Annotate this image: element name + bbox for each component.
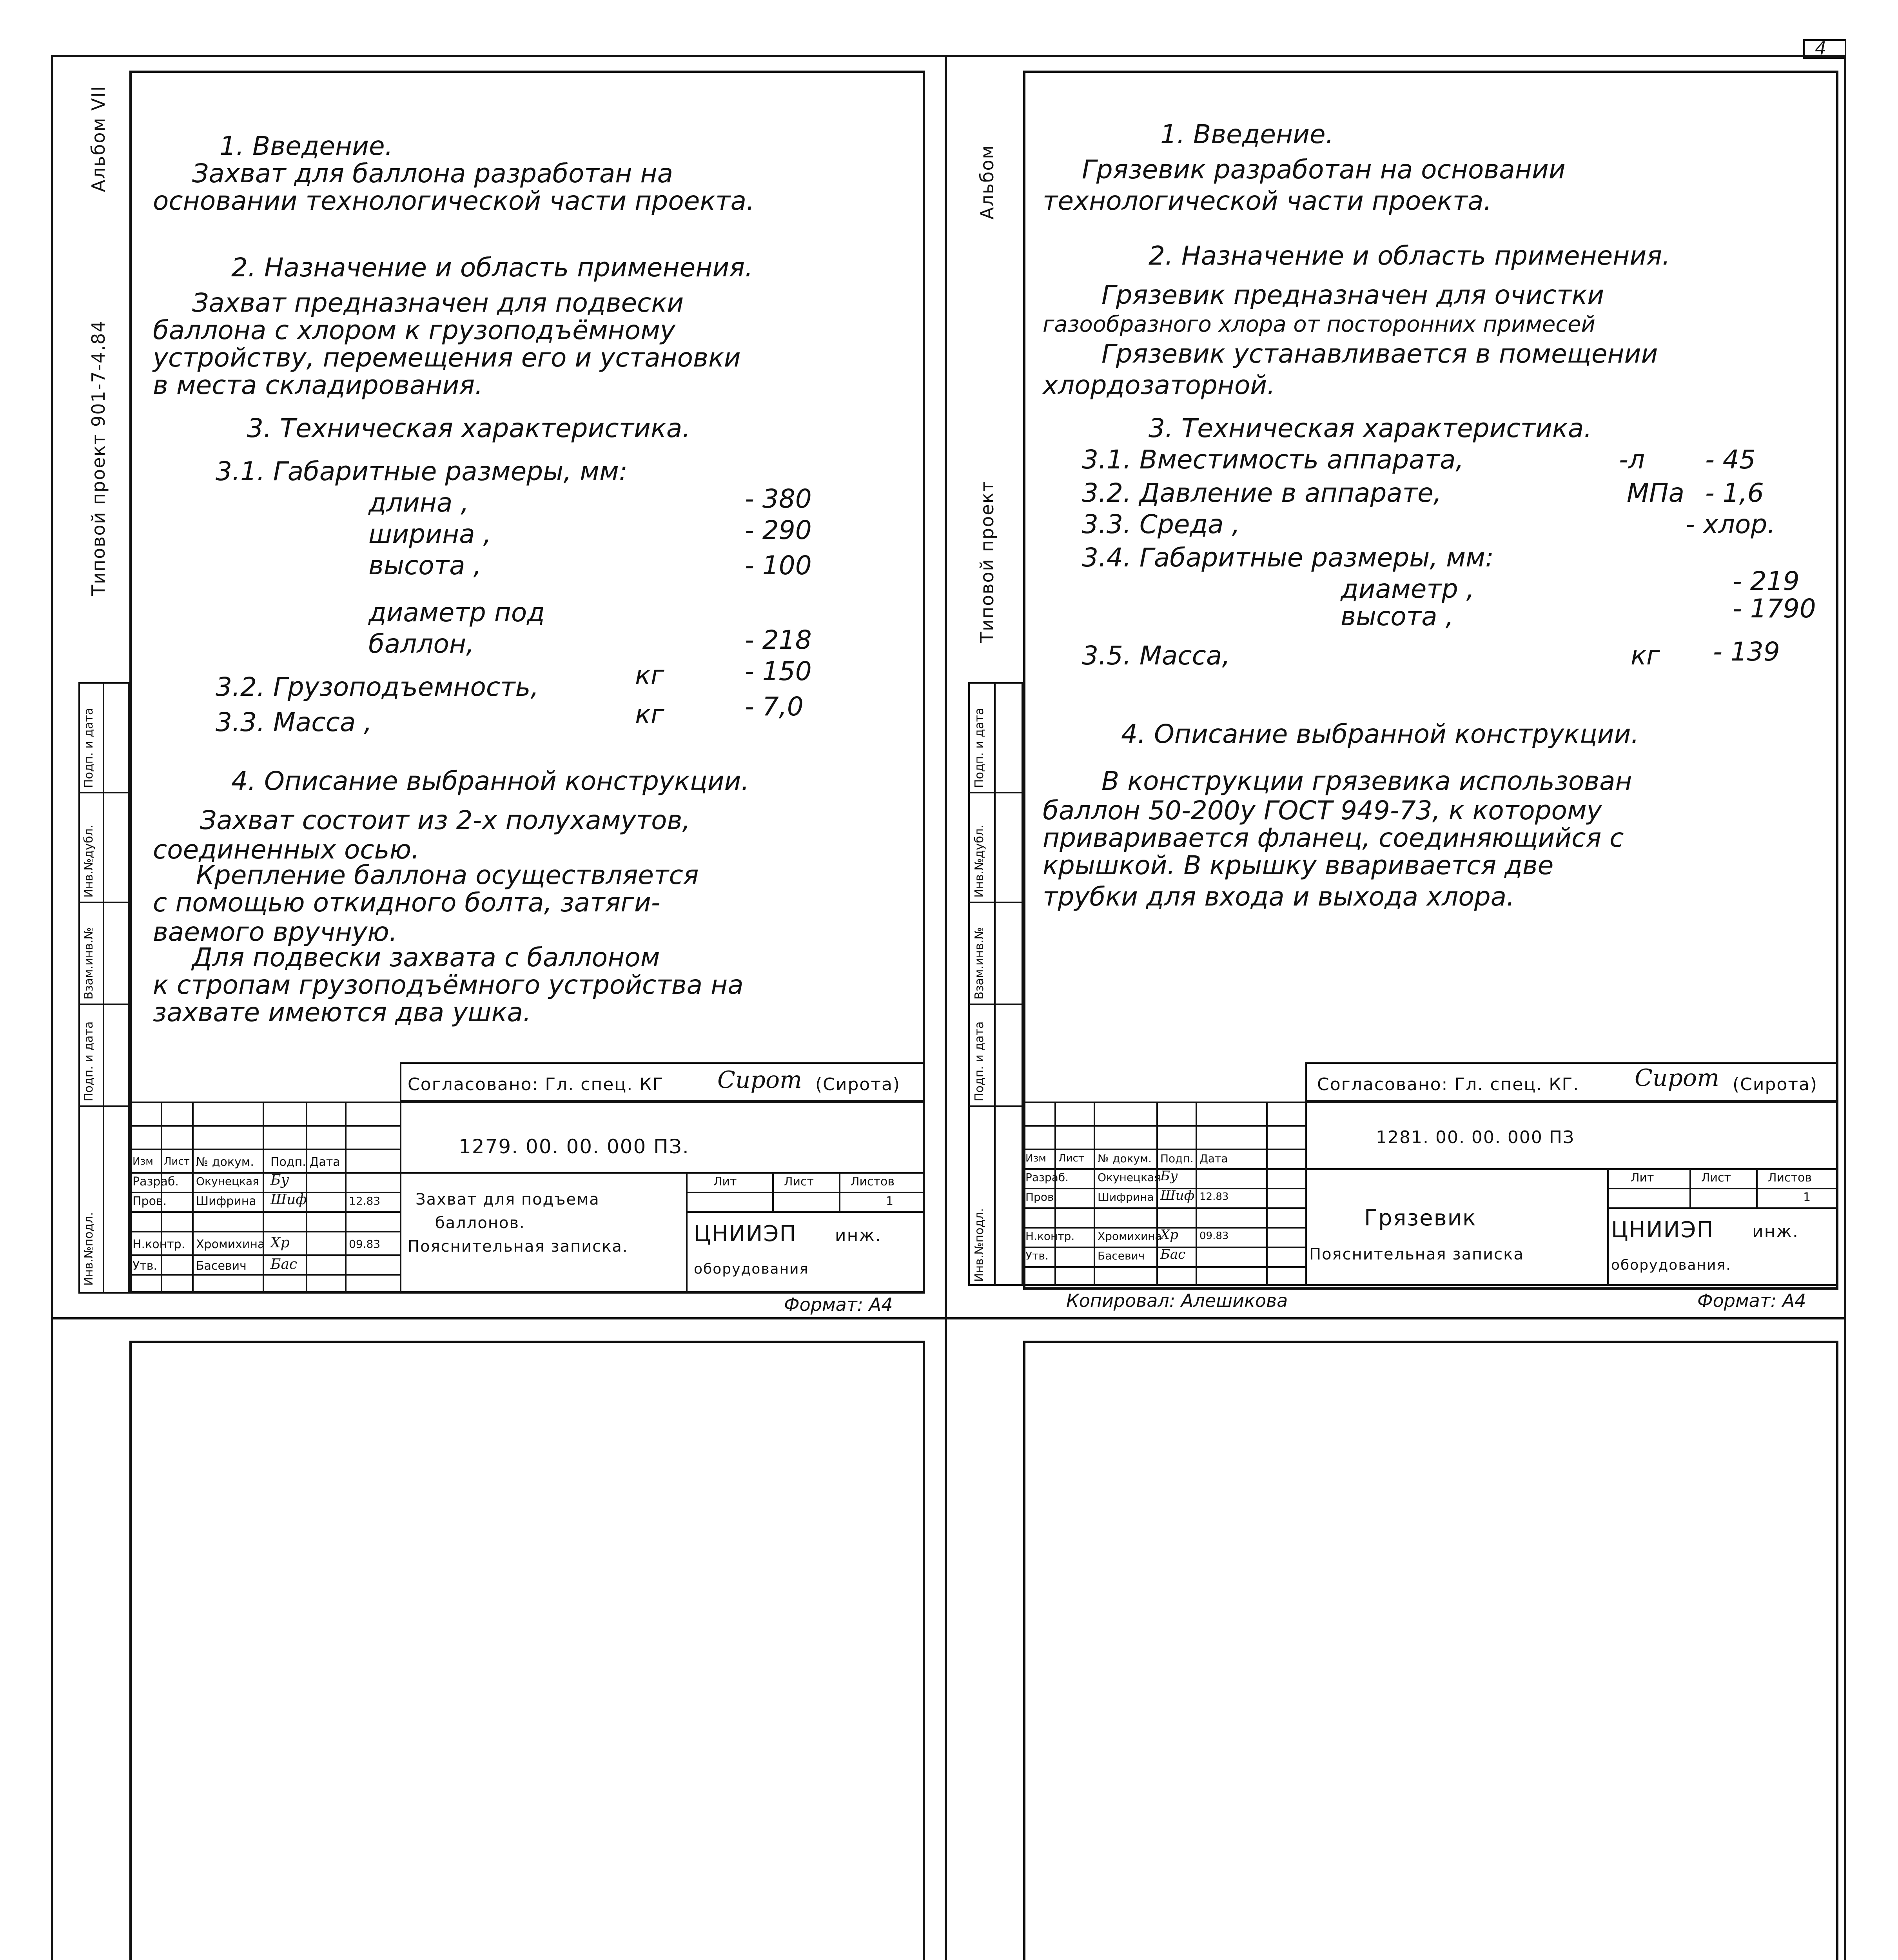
right-tb-vr3 <box>1756 1168 1758 1207</box>
right-head-list: Лист <box>1058 1152 1084 1164</box>
left-spec-mass-val: - 7,0 <box>745 691 804 722</box>
right-project-label: Типовой проект <box>976 480 998 643</box>
right-tb-h8 <box>1023 1266 1305 1268</box>
right-tb-v4 <box>1196 1102 1197 1286</box>
left-sec4-line3: Крепление баллона осуществляется <box>196 860 699 890</box>
right-spec-vol-val: - 45 <box>1705 445 1756 475</box>
right-spec-dims-label: 3.4. Габаритные размеры, мм: <box>1082 543 1494 573</box>
sheet-middle-divider <box>51 1317 1846 1319</box>
right-tb-vr2 <box>1689 1168 1691 1207</box>
left-tb-v2 <box>192 1102 194 1294</box>
right-sec2-line4: хлордозаторной. <box>1043 370 1276 400</box>
left-spec-load-val: - 150 <box>745 656 812 686</box>
left-title2: баллонов. <box>435 1214 525 1232</box>
right-spec-mass-unit: кг <box>1631 641 1660 671</box>
left-spec-width-val: - 290 <box>745 515 812 545</box>
left-tb-vr2 <box>772 1172 774 1211</box>
right-head-dok: № докум. <box>1098 1152 1152 1165</box>
right-sec4-line1: В конструкции грязевика использован <box>1101 766 1632 796</box>
right-razrab-sig: Бу <box>1160 1168 1178 1184</box>
left-sec4-line1: Захват состоит из 2-х полухамутов, <box>200 805 691 835</box>
right-nkontr: Н.контр. <box>1025 1230 1075 1243</box>
left-tb-h8 <box>129 1274 400 1276</box>
right-tb-v5 <box>1266 1102 1268 1286</box>
right-head-podp: Подп. <box>1160 1152 1194 1165</box>
right-agreed-text: Согласовано: Гл. спец. КГ. <box>1317 1074 1580 1094</box>
right-stamp-label-3: Взам.инв.№ <box>973 927 986 1000</box>
right-spec-mass-val: - 139 <box>1713 637 1780 667</box>
left-tb-v5 <box>345 1102 347 1294</box>
left-spec-mass-label: 3.3. Масса , <box>216 707 372 737</box>
right-tb-h5 <box>1023 1207 1305 1209</box>
left-tb-h1 <box>129 1125 400 1127</box>
right-stamp-label-2: Подп. и дата <box>973 1021 986 1102</box>
left-project-label: Типовой проект 901-7-4.84 <box>88 320 109 596</box>
left-prov-sig: Шиф <box>270 1192 307 1208</box>
left-spec-width-label: ширина , <box>368 519 492 549</box>
right-list-val: 1 <box>1803 1191 1811 1204</box>
right-sec3-title: 3. Техническая характеристика. <box>1149 413 1592 443</box>
left-stamp-h2 <box>78 902 129 903</box>
left-utv-sig: Бас <box>270 1256 298 1272</box>
left-stamp-label-4: Инв.№дубл. <box>82 824 96 898</box>
left-stamp-vline <box>103 682 104 1294</box>
right-spec-vol-unit: -л <box>1619 445 1645 475</box>
left-razrab-name: Окунецкая <box>196 1175 259 1188</box>
left-head-izm: Изм <box>132 1156 153 1167</box>
right-album-label: Альбом <box>976 144 998 220</box>
left-nkontr-sig: Хр <box>270 1235 290 1251</box>
right-sec4-line2: баллон 50-200у ГОСТ 949-73, к которому <box>1043 795 1602 826</box>
right-sec1-line2: технологической части проекта. <box>1043 186 1492 216</box>
sheet-top-border <box>51 55 1846 57</box>
right-prov-name: Шифрина <box>1098 1191 1154 1203</box>
right-sec4-title: 4. Описание выбранной конструкции. <box>1121 719 1639 749</box>
right-head-data: Дата <box>1199 1152 1228 1165</box>
right-prov: Пров. <box>1025 1191 1058 1203</box>
left-spec-length-val: - 380 <box>745 484 812 514</box>
right-tb-h3 <box>1023 1168 1838 1170</box>
left-sec4-line8: захвате имеются два ушка. <box>153 997 531 1027</box>
right-title2: Пояснительная записка <box>1309 1245 1524 1263</box>
right-spec-press-val: - 1,6 <box>1705 478 1764 508</box>
left-razrab: Разраб. <box>132 1175 179 1189</box>
left-sec4-title: 4. Описание выбранной конструкции. <box>231 766 749 796</box>
right-razrab: Разраб. <box>1025 1171 1069 1184</box>
left-stamp-label-5: Подп. и дата <box>82 708 96 788</box>
right-stamp-h3 <box>968 1004 1023 1005</box>
left-sec2-line4: в места складирования. <box>153 370 483 400</box>
left-spec-length-label: длина , <box>368 488 469 518</box>
left-title3: Пояснительная записка. <box>408 1238 628 1256</box>
right-prov-sig: Шиф <box>1160 1188 1195 1203</box>
left-tb-hr1 <box>686 1192 925 1193</box>
right-spec-diam-val: - 219 <box>1733 566 1800 596</box>
left-head-list: Лист <box>164 1156 190 1167</box>
left-tb-h6 <box>129 1231 400 1232</box>
left-tb-vr3 <box>839 1172 840 1211</box>
right-stamp-h4 <box>968 1105 1023 1107</box>
left-spec-height-val: - 100 <box>745 550 812 581</box>
right-copied: Копировал: Алешикова <box>1066 1290 1288 1311</box>
left-head-data: Дата <box>310 1155 340 1169</box>
left-stamp-h4 <box>78 1105 129 1107</box>
left-nkontr-date: 09.83 <box>349 1238 381 1250</box>
left-sec4-line7: к стропам грузоподъёмного устройства на <box>153 970 744 1000</box>
left-agreed-name: (Сирота) <box>815 1074 901 1094</box>
left-sec1-title: 1. Введение. <box>220 131 393 161</box>
right-lit: Лит <box>1631 1171 1654 1185</box>
left-spec-diam-label2: баллон, <box>368 629 475 659</box>
right-lower-frame <box>1023 1341 1838 1960</box>
sheet-right-border <box>1844 55 1846 1960</box>
right-spec-height-val: - 1790 <box>1733 593 1816 624</box>
left-sec4-line2: соединенных осью. <box>153 835 420 865</box>
left-tb-h2 <box>129 1149 400 1150</box>
left-sec4-line4: с помощью откидного болта, затяги- <box>153 887 660 918</box>
right-sec2-line1: Грязевик предназначен для очистки <box>1101 280 1604 310</box>
left-spec-dims-label: 3.1. Габаритные размеры, мм: <box>216 456 628 486</box>
left-spec-load-unit: кг <box>635 660 664 690</box>
right-sec4-line4: крышкой. В крышку вваривается две <box>1043 850 1554 880</box>
right-listov: Листов <box>1768 1171 1812 1185</box>
right-tb-hr2 <box>1607 1207 1838 1209</box>
right-doc-code: 1281. 00. 00. 000 ПЗ <box>1376 1127 1575 1147</box>
right-spec-press-unit: МПа <box>1627 478 1685 508</box>
left-tb-hr2 <box>686 1211 925 1213</box>
right-nkontr-date: 09.83 <box>1199 1230 1229 1242</box>
left-agreed-signature: Сирот <box>717 1066 802 1094</box>
left-stamp-h1 <box>78 792 129 793</box>
left-stamp-h3 <box>78 1004 129 1005</box>
right-spec-mass-label: 3.5. Масса, <box>1082 641 1230 671</box>
left-head-dok: № докум. <box>196 1155 254 1169</box>
right-sec2-title: 2. Назначение и область применения. <box>1149 241 1670 271</box>
left-sec1-line1: Захват для баллона разработан на <box>192 158 673 189</box>
left-agreed-text: Согласовано: Гл. спец. КГ <box>408 1074 664 1094</box>
left-tb-h3 <box>129 1172 925 1174</box>
right-list: Лист <box>1701 1171 1731 1185</box>
right-nkontr-sig: Хр <box>1160 1227 1178 1243</box>
right-tb-vr <box>1607 1168 1609 1286</box>
right-agreed-name: (Сирота) <box>1733 1074 1818 1094</box>
left-utv-name: Басевич <box>196 1259 247 1273</box>
right-sec4-line3: приваривается фланец, соединяющийся с <box>1043 823 1624 853</box>
left-tb-h7 <box>129 1254 400 1256</box>
left-stamp-label-1: Инв.№подл. <box>82 1212 96 1286</box>
left-sec3-title: 3. Техническая характеристика. <box>247 413 691 443</box>
right-stamp-h2 <box>968 902 1023 903</box>
right-tb-h2 <box>1023 1149 1305 1150</box>
left-spec-mass-unit: кг <box>635 699 664 730</box>
left-list-val: 1 <box>886 1194 894 1208</box>
right-utv: Утв. <box>1025 1249 1049 1262</box>
left-tb-h5 <box>129 1211 400 1213</box>
left-doc-code: 1279. 00. 00. 000 ПЗ. <box>459 1135 690 1158</box>
right-title1: Грязевик <box>1364 1205 1477 1231</box>
sheet-center-divider <box>945 55 947 1960</box>
right-stamp-vline <box>994 682 996 1286</box>
left-org2: инж. <box>835 1225 882 1245</box>
left-org3: оборудования <box>694 1261 809 1277</box>
right-sec4-line5: трубки для входа и выхода хлора. <box>1043 882 1515 912</box>
right-org2: инж. <box>1752 1221 1799 1241</box>
left-sec2-line3: устройству, перемещения его и установки <box>153 343 741 373</box>
left-spec-load-label: 3.2. Грузоподъемность, <box>216 672 539 702</box>
right-tb-v2 <box>1094 1102 1095 1286</box>
right-format: Формат: А4 <box>1697 1290 1806 1311</box>
left-spec-diam-label1: диаметр под <box>368 597 545 628</box>
right-org1: ЦНИИЭП <box>1611 1217 1714 1243</box>
left-album-label: Альбом VII <box>88 85 109 192</box>
left-sec2-line1: Захват предназначен для подвески <box>192 288 684 318</box>
right-tb-v6 <box>1305 1102 1307 1286</box>
left-stamp-label-2: Подп. и дата <box>82 1021 96 1102</box>
right-stamp-label-4: Инв.№дубл. <box>973 824 986 898</box>
left-razrab-sig: Бу <box>270 1172 289 1188</box>
right-sec1-line1: Грязевик разработан на основании <box>1082 154 1566 185</box>
left-stamp-label-3: Взам.инв.№ <box>82 927 96 1000</box>
right-agreed-signature: Сирот <box>1635 1064 1719 1092</box>
right-spec-medium-label: 3.3. Среда , <box>1082 509 1240 539</box>
sheet-left-border <box>51 55 53 1960</box>
right-tb-v3 <box>1156 1102 1158 1286</box>
right-tb-hr1 <box>1607 1188 1838 1189</box>
left-razrab-date: 12.83 <box>349 1194 381 1207</box>
right-razrab-name: Окунецкая <box>1098 1171 1161 1184</box>
right-spec-vol-label: 3.1. Вместимость аппарата, <box>1082 445 1464 475</box>
left-tb-h4 <box>129 1192 400 1193</box>
left-spec-diam-val: - 218 <box>745 625 812 655</box>
left-prov: Пров. <box>132 1194 167 1208</box>
left-sec4-line5: ваемого вручную. <box>153 917 397 947</box>
left-sec2-title: 2. Назначение и область применения. <box>231 252 753 283</box>
right-spec-height-label: высота , <box>1341 601 1454 632</box>
right-sec2-line2: газообразного хлора от посторонних примесей <box>1043 312 1595 337</box>
left-utv: Утв. <box>132 1259 157 1273</box>
right-stamp-label-1: Инв.№подл. <box>973 1208 986 1282</box>
right-nkontr-name: Хромихина <box>1098 1230 1162 1243</box>
right-sec2-line3: Грязевик устанавливается в помещении <box>1101 339 1658 369</box>
left-tb-v3 <box>263 1102 264 1294</box>
right-head-izm: Изм <box>1025 1152 1046 1164</box>
left-nkontr: Н.контр. <box>132 1238 185 1251</box>
left-format: Формат: А4 <box>784 1294 893 1315</box>
left-listov: Листов <box>851 1175 895 1189</box>
right-stamp-label-5: Подп. и дата <box>973 708 986 788</box>
left-list: Лист <box>784 1175 814 1189</box>
page-number: 4 <box>1815 38 1827 59</box>
left-title1: Захват для подъема <box>416 1191 600 1209</box>
left-tb-vr <box>686 1172 688 1294</box>
left-spec-height-label: высота , <box>368 550 482 581</box>
right-tb-h1 <box>1023 1125 1305 1127</box>
left-lit: Лит <box>713 1175 737 1189</box>
left-sec4-line6: Для подвески захвата с баллоном <box>192 942 660 973</box>
left-nkontr-name: Хромихина <box>196 1238 265 1251</box>
right-spec-medium-val: - хлор. <box>1686 509 1776 539</box>
left-sec2-line2: баллона с хлором к грузоподъёмному <box>153 315 675 345</box>
left-head-podp: Подп. <box>270 1155 306 1169</box>
right-spec-press-label: 3.2. Давление в аппарате, <box>1082 478 1442 508</box>
right-razrab-date: 12.83 <box>1199 1191 1229 1203</box>
right-org3: оборудования. <box>1611 1257 1731 1273</box>
left-prov-name: Шифрина <box>196 1194 256 1208</box>
left-tb-v6 <box>400 1102 401 1294</box>
right-stamp-h1 <box>968 792 1023 793</box>
left-lower-frame <box>129 1341 925 1960</box>
left-sec1-line2: основании технологической части проекта. <box>153 186 755 216</box>
right-utv-name: Басевич <box>1098 1249 1145 1262</box>
left-org1: ЦНИИЭП <box>694 1221 797 1247</box>
right-utv-sig: Бас <box>1160 1247 1186 1262</box>
right-spec-diam-label: диаметр , <box>1341 574 1475 604</box>
right-sec1-title: 1. Введение. <box>1160 119 1334 149</box>
